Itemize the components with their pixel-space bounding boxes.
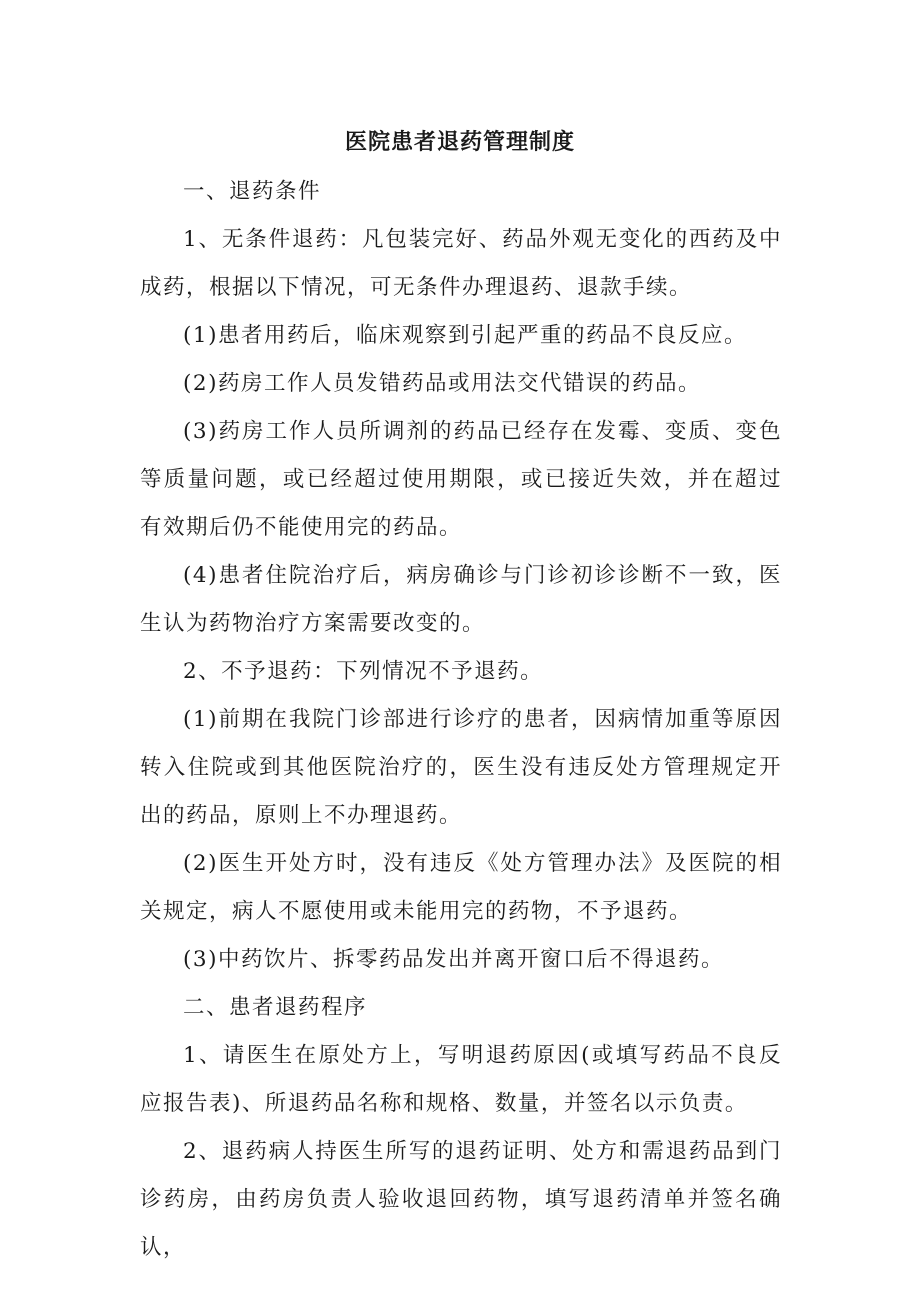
paragraph: (3)药房工作人员所调剂的药品已经存在发霉、变质、变色等质量问题，或已经超过使用期限，或已接近失效，并在超过有效期后仍不能使用完的药品。 — [140, 419, 782, 540]
document-title: 医院患者退药管理制度 — [344, 129, 575, 155]
paragraph: (3)中药饮片、拆零药品发出并离开窗口后不得退药。 — [183, 947, 724, 972]
paragraph: 1、无条件退药：凡包装完好、药品外观无变化的西药及中成药，根据以下情况，可无条件办理退药、退款手续。 — [140, 227, 782, 300]
paragraph: (2)医生开处方时，没有违反《处方管理办法》及医院的相关规定，病人不愿使用或未能用完的药物，不予退药。 — [140, 851, 782, 924]
paragraph: 2、不予退药：下列情况不予退药。 — [183, 659, 544, 684]
paragraph: (1)前期在我院门诊部进行诊疗的患者，因病情加重等原因转入住院或到其他医院治疗的，医生没有违反处方管理规定开出的药品，原则上不办理退药。 — [140, 707, 782, 828]
paragraph: 1、请医生在原处方上，写明退药原因(或填写药品不良反应报告表)、所退药品名称和规格、数量，并签名以示负责。 — [140, 1043, 782, 1116]
section-heading: 一、退药条件 — [183, 179, 322, 204]
section-heading: 二、患者退药程序 — [183, 995, 368, 1020]
paragraph: (4)患者住院治疗后，病房确诊与门诊初诊诊断不一致，医生认为药物治疗方案需要改变的。 — [140, 563, 782, 636]
document-body — [140, 168, 782, 1260]
paragraph: (2)药房工作人员发错药品或用法交代错误的药品。 — [183, 371, 701, 396]
paragraph: (1)患者用药后，临床观察到引起严重的药品不良反应。 — [183, 323, 747, 348]
paragraph: 2、退药病人持医生所写的退药证明、处方和需退药品到门诊药房，由药房负责人验收退回药物，填写退药清单并签名确认， — [140, 1139, 782, 1260]
